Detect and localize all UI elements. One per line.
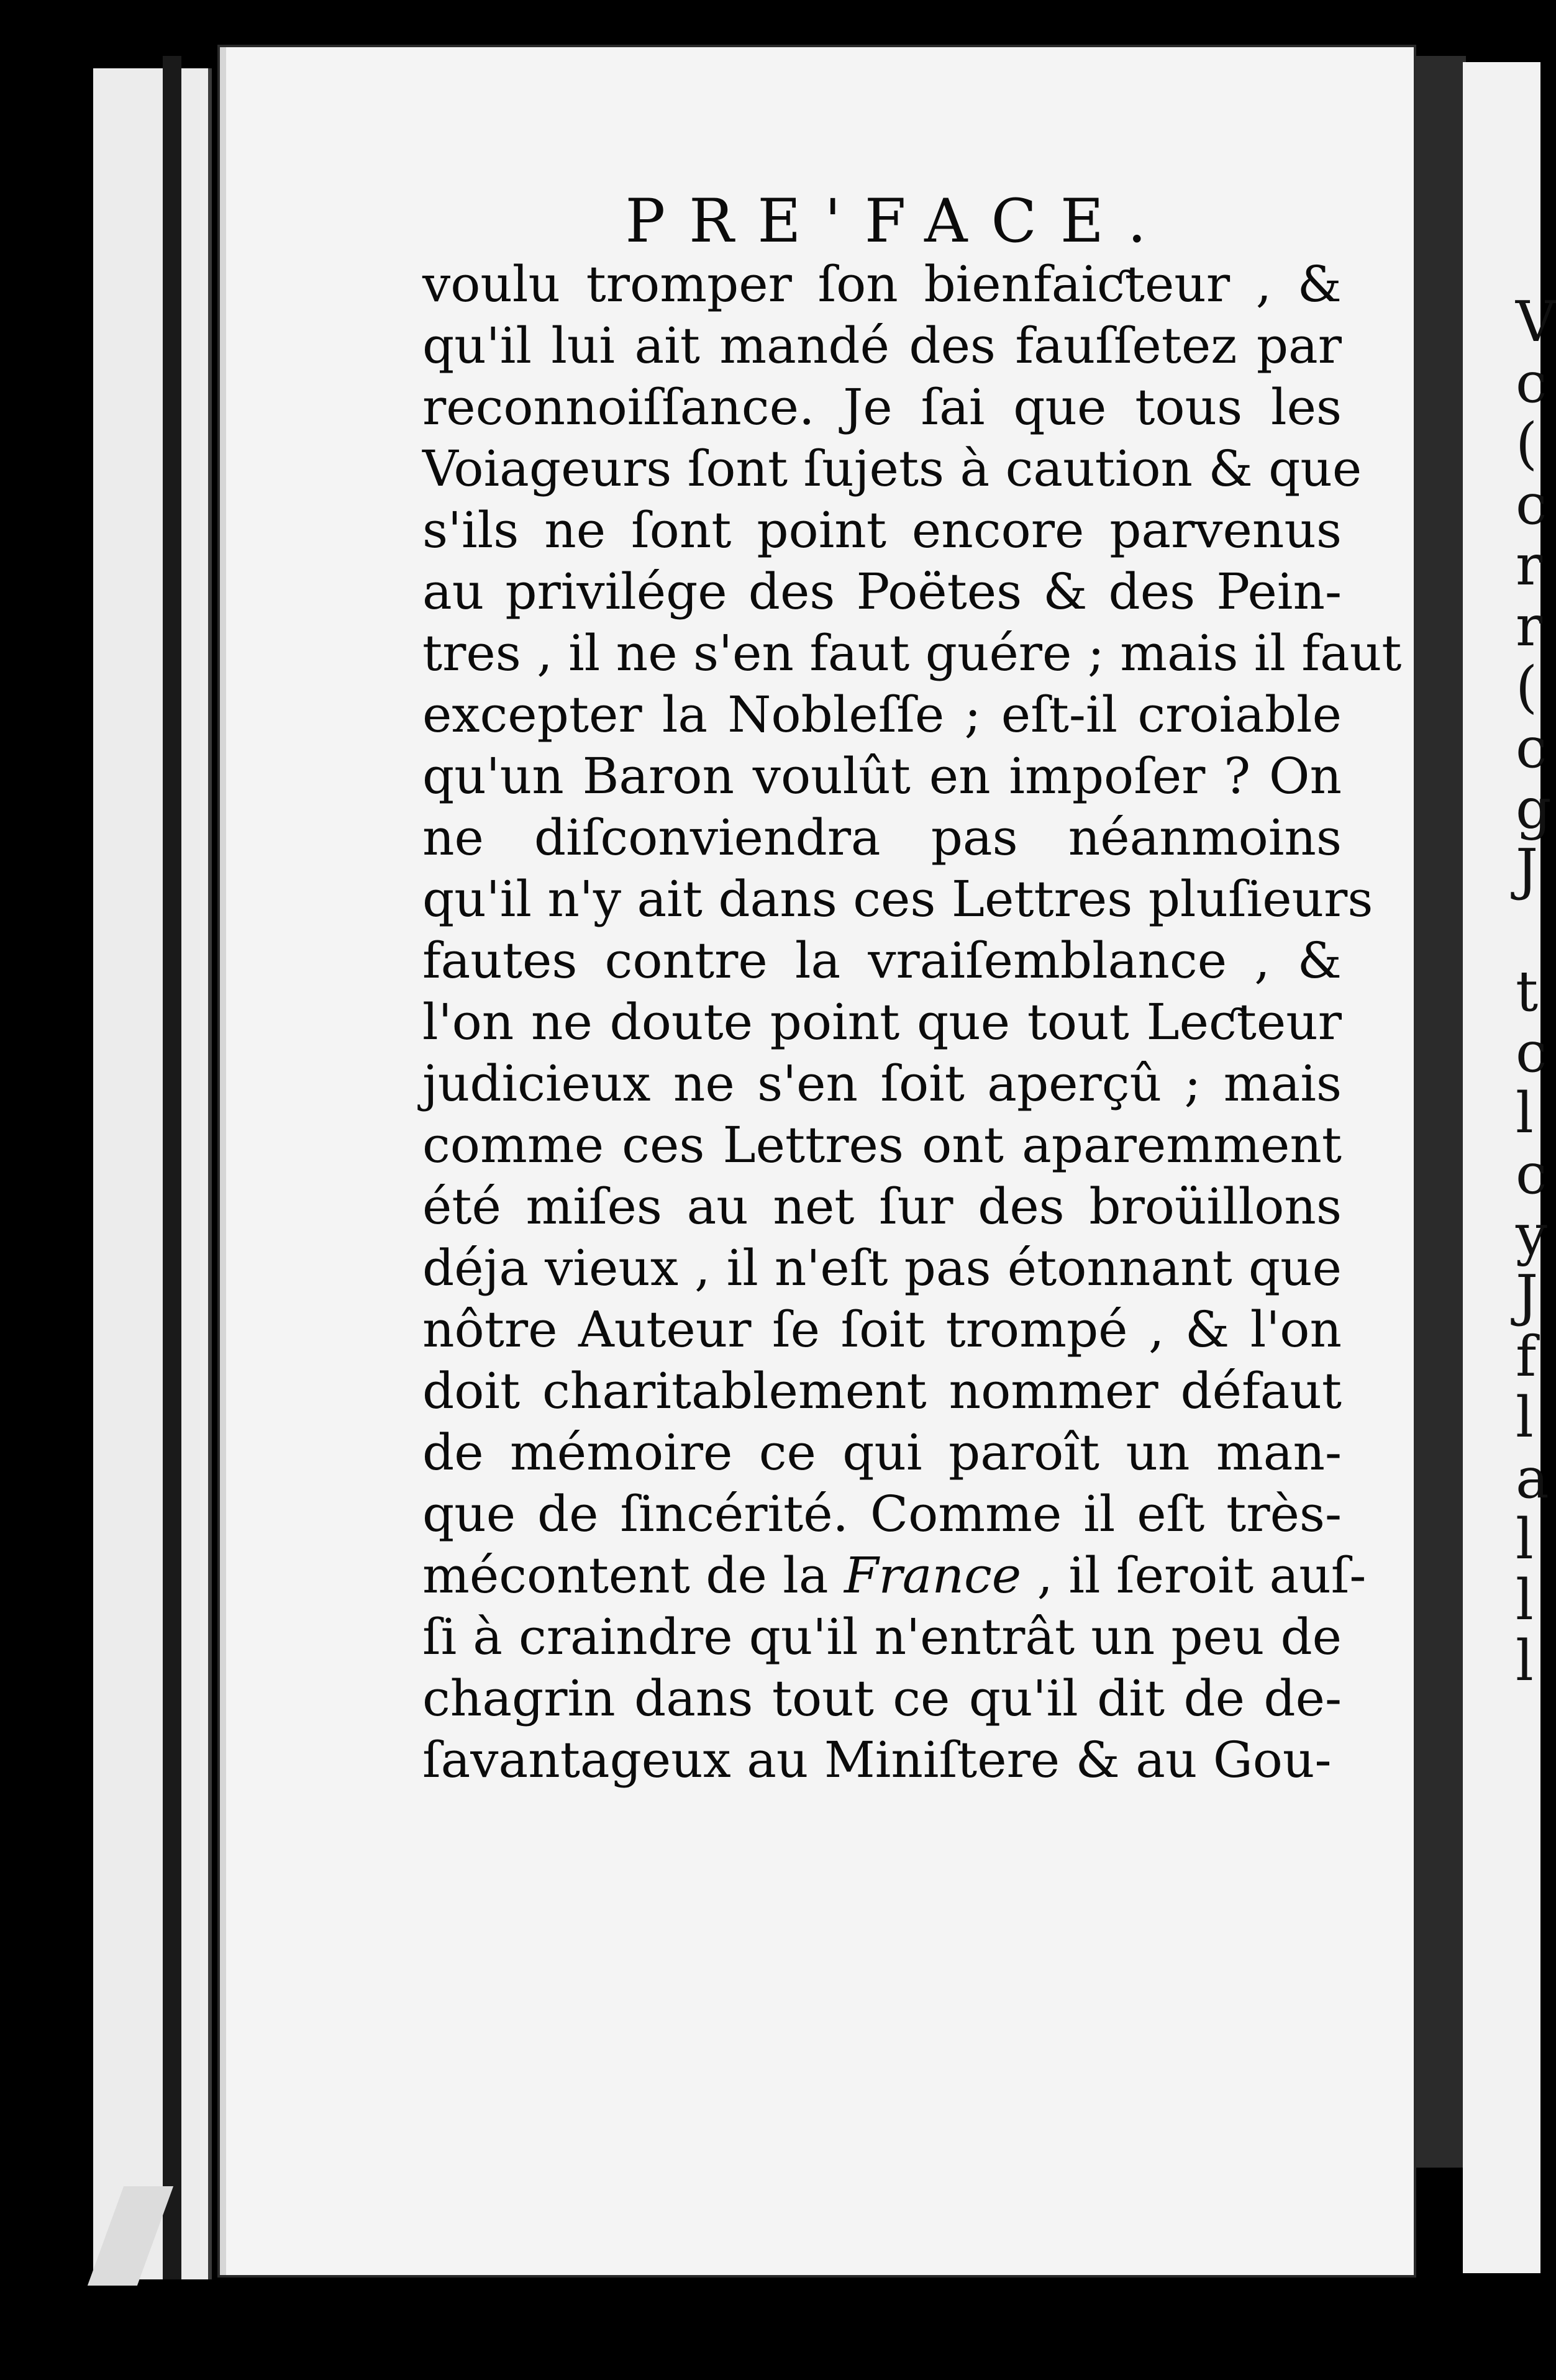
edge-letter: a xyxy=(1516,1446,1549,1511)
edge-letter: c xyxy=(1516,715,1547,781)
edge-letter: ( xyxy=(1516,411,1538,476)
left-page-edges xyxy=(93,68,212,2279)
text-line: au privilége des Poëtes & des Pein- xyxy=(422,563,1342,620)
text-line: qu'il lui ait mandé des fauſſetez par xyxy=(422,317,1342,375)
edge-letter: t xyxy=(1516,959,1539,1024)
edge-letter: l xyxy=(1516,1507,1534,1572)
text-line: excepter la Nobleſſe ; eſt-il croiable xyxy=(422,686,1342,743)
page-header: PRE'FACE. xyxy=(625,186,1170,256)
edge-letter: c xyxy=(1516,1142,1547,1207)
edge-letter: c xyxy=(1516,472,1547,537)
italic-place-name: France xyxy=(844,1547,1022,1604)
edge-letter: c xyxy=(1516,1020,1547,1085)
edge-letter: J xyxy=(1516,1263,1539,1329)
edge-letter: l xyxy=(1516,1081,1534,1146)
edge-letter: ( xyxy=(1516,655,1538,720)
text-line: que de ſincérité. Comme il eſt très- xyxy=(422,1485,1342,1543)
text-line: qu'il n'y ait dans ces Lettres pluſieurs xyxy=(422,870,1373,928)
text-line: doit charitablement nommer défaut xyxy=(422,1362,1342,1420)
text-line: l'on ne doute point que tout Leƈteur xyxy=(422,993,1342,1051)
edge-letter: y xyxy=(1516,1202,1547,1268)
text-line: été miſes au net ſur des broüillons xyxy=(422,1178,1342,1235)
edge-letter: l xyxy=(1516,1568,1534,1633)
text-line: de mémoire ce qui paroît un man- xyxy=(422,1424,1342,1481)
text-line-with-italic xyxy=(422,1545,1367,1606)
left-binding-shadow xyxy=(163,56,181,2279)
body-text xyxy=(422,253,1402,1791)
text-line: ſi à craindre qu'il n'entrât un peu de xyxy=(422,1608,1342,1666)
text-line: qu'un Baron voulût en impoſer ? On xyxy=(422,747,1342,805)
text-line: tres , il ne s'en faut guére ; mais il faut xyxy=(422,624,1402,682)
text-line: chagrin dans tout ce qu'il dit de de- xyxy=(422,1669,1342,1727)
text-line: déja vieux , il n'eſt pas étonnant que xyxy=(422,1239,1342,1297)
text-line: comme ces Lettres ont aparemment xyxy=(422,1116,1342,1174)
edge-letter: f xyxy=(1516,1324,1537,1389)
edge-letter: J xyxy=(1516,837,1539,902)
edge-letter: r xyxy=(1516,533,1543,598)
edge-letter: g xyxy=(1516,776,1552,842)
text-line: judicieux ne s'en ſoit aperçû ; mais xyxy=(422,1055,1342,1112)
text-segment: , il ſeroit auſ- xyxy=(1037,1547,1367,1604)
edge-letter: l xyxy=(1516,1385,1534,1450)
text-line: reconnoiſſance. Je ſai que tous les xyxy=(422,378,1342,436)
edge-letter xyxy=(1516,901,1540,961)
text-line: ſavantageux au Miniſtere & au Gou- xyxy=(422,1731,1332,1789)
edge-letter: c xyxy=(1516,350,1547,416)
next-page-edge-letters xyxy=(1516,289,1556,1694)
text-line: voulu tromper ſon bienfaiƈteur , & xyxy=(422,255,1342,313)
text-line: ne diſconviendra pas néanmoins xyxy=(422,809,1342,866)
edge-letter: l xyxy=(1516,1628,1534,1694)
edge-letter: r xyxy=(1516,594,1543,659)
text-line: s'ils ne ſont point encore parvenus xyxy=(422,501,1342,559)
text-segment: mécontent de la xyxy=(422,1547,829,1604)
text-line: nôtre Auteur ſe ſoit trompé , & l'on xyxy=(422,1301,1342,1358)
text-line: fautes contre la vraiſemblance , & xyxy=(422,932,1342,989)
edge-letter: V xyxy=(1516,289,1556,355)
text-line: Voiageurs ſont ſujets à caution & que xyxy=(422,440,1362,497)
